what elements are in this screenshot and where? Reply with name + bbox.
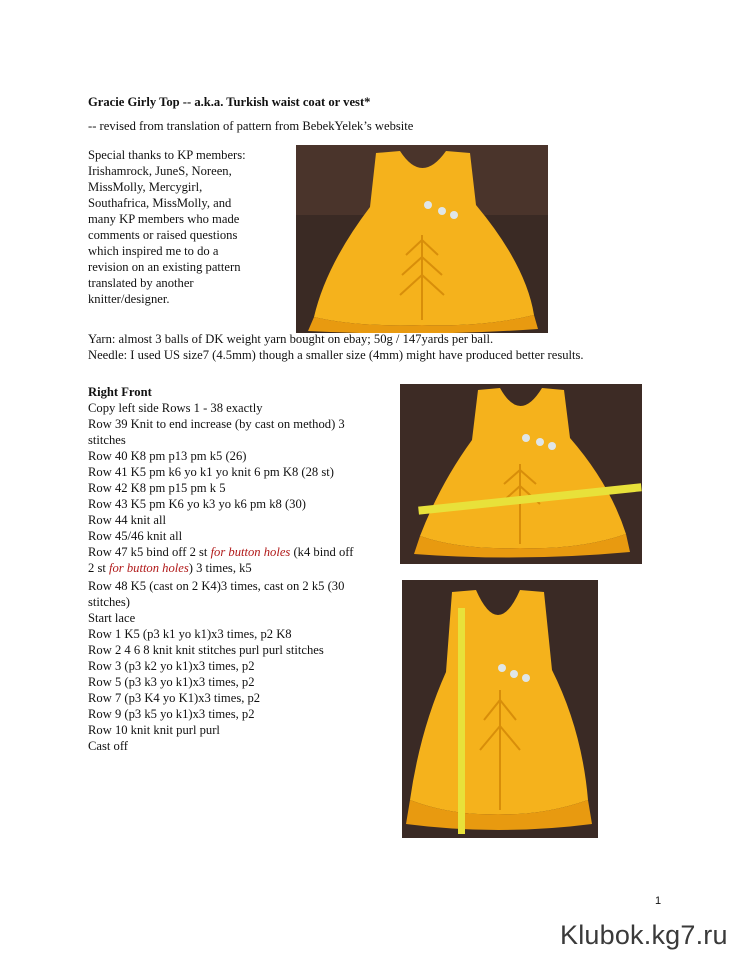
thanks-line: MissMolly, Mercygirl, bbox=[88, 180, 203, 194]
pattern-row: Row 2 4 6 8 knit knit stitches purl purl stitches bbox=[88, 643, 324, 657]
pattern-row: Row 7 (p3 K4 yo K1)x3 times, p2 bbox=[88, 691, 261, 705]
vest-photo-2 bbox=[400, 384, 642, 564]
vest-photo-1 bbox=[296, 145, 548, 333]
page-number: 1 bbox=[655, 895, 662, 907]
row-text: (k4 bind off bbox=[290, 545, 354, 559]
pattern-row: Row 44 knit all bbox=[88, 513, 167, 527]
pattern-row: Row 5 (p3 k3 yo k1)x3 times, p2 bbox=[88, 675, 255, 689]
pattern-row: Row 48 K5 (cast on 2 K4)3 times, cast on 2 k5 (30 bbox=[88, 579, 345, 593]
thanks-line: Southafrica, MissMolly, and bbox=[88, 196, 232, 210]
pattern-row: stitches) bbox=[88, 595, 130, 609]
pattern-row: Row 45/46 knit all bbox=[88, 529, 183, 543]
pattern-row bbox=[88, 560, 252, 576]
yarn-line: Yarn: almost 3 balls of DK weight yarn bought on ebay; 50g / 147yards per ball. bbox=[88, 332, 494, 346]
section-heading: Right Front bbox=[88, 385, 152, 399]
pattern-row bbox=[88, 544, 353, 560]
pattern-row: Row 42 K8 pm p15 pm k 5 bbox=[88, 481, 226, 495]
row-text: 2 st bbox=[88, 561, 109, 575]
site-watermark: Klubok.kg7.ru bbox=[560, 920, 728, 950]
pattern-row: Row 9 (p3 k5 yo k1)x3 times, p2 bbox=[88, 707, 255, 721]
pattern-row: Row 3 (p3 k2 yo k1)x3 times, p2 bbox=[88, 659, 255, 673]
thanks-line: Special thanks to KP members: bbox=[88, 148, 246, 162]
pattern-row: Copy left side Rows 1 - 38 exactly bbox=[88, 401, 263, 415]
thanks-line: knitter/designer. bbox=[88, 292, 170, 306]
thanks-line: which inspired me to do a bbox=[88, 244, 219, 258]
pattern-row: Row 39 Knit to end increase (by cast on method) 3 bbox=[88, 417, 345, 431]
row-text: ) 3 times, k5 bbox=[188, 561, 252, 575]
button-hole-note: for button holes bbox=[210, 545, 291, 559]
pattern-row: Row 1 K5 (p3 k1 yo k1)x3 times, p2 K8 bbox=[88, 627, 292, 641]
thanks-line: many KP members who made bbox=[88, 212, 240, 226]
pattern-row: Row 10 knit knit purl purl bbox=[88, 723, 220, 737]
page-title: Gracie Girly Top -- a.k.a. Turkish waist coat or vest* bbox=[88, 95, 371, 109]
needle-line: Needle: I used US size7 (4.5mm) though a smaller size (4mm) might have produced better results. bbox=[88, 348, 584, 362]
thanks-line: translated by another bbox=[88, 276, 194, 290]
pattern-row: Row 40 K8 pm p13 pm k5 (26) bbox=[88, 449, 247, 463]
pattern-row: Row 41 K5 pm k6 yo k1 yo knit 6 pm K8 (28 st) bbox=[88, 465, 334, 479]
pattern-row: Cast off bbox=[88, 739, 128, 753]
thanks-line: Irishamrock, JuneS, Noreen, bbox=[88, 164, 232, 178]
pattern-row: Start lace bbox=[88, 611, 136, 625]
button-hole-note: for button holes bbox=[109, 561, 189, 575]
vest-photo-3 bbox=[402, 580, 598, 838]
pattern-row: stitches bbox=[88, 433, 126, 447]
thanks-line: comments or raised questions bbox=[88, 228, 238, 242]
pattern-row: Row 43 K5 pm K6 yo k3 yo k6 pm k8 (30) bbox=[88, 497, 306, 511]
subtitle: -- revised from translation of pattern from BebekYelek’s website bbox=[88, 119, 414, 133]
thanks-line: revision on an existing pattern bbox=[88, 260, 241, 274]
row-text: Row 47 k5 bind off 2 st bbox=[88, 545, 211, 559]
